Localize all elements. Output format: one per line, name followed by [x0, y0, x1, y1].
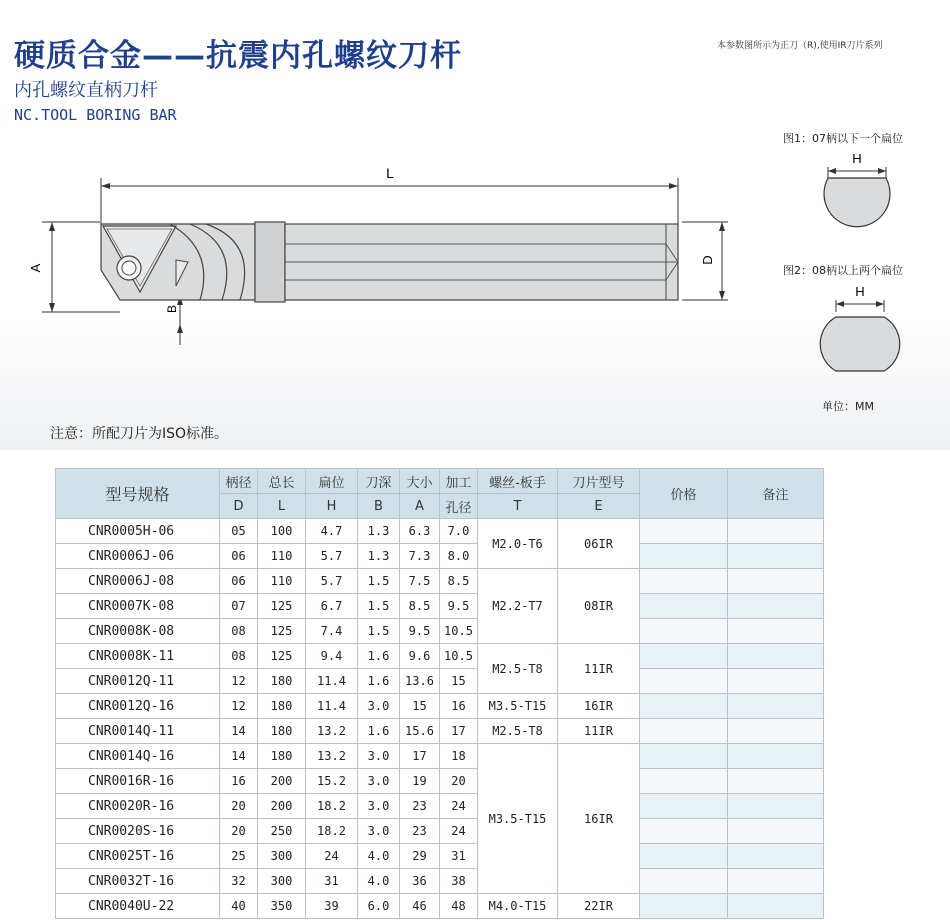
cell-a: 36	[400, 869, 440, 894]
cell-b: 1.3	[358, 519, 400, 544]
spec-table-wrapper	[55, 468, 824, 919]
cell-d: 14	[220, 744, 258, 769]
cell-screw: M3.5-T15	[478, 694, 558, 719]
cell-l: 110	[258, 569, 306, 594]
dim-A-label: A	[28, 263, 43, 273]
cell-model: CNR0008K-11	[56, 644, 220, 669]
cell-insert: 16IR	[558, 694, 640, 719]
cell-remark	[728, 569, 824, 594]
cell-d: 08	[220, 619, 258, 644]
cell-l: 180	[258, 669, 306, 694]
cell-remark	[728, 844, 824, 869]
cell-d: 12	[220, 694, 258, 719]
cell-a: 17	[400, 744, 440, 769]
cell-insert: 06IR	[558, 519, 640, 569]
cell-hole: 15	[440, 669, 478, 694]
cell-price	[640, 694, 728, 719]
cell-remark	[728, 519, 824, 544]
cell-l: 125	[258, 644, 306, 669]
col-e-symbol: E	[558, 494, 640, 519]
cell-b: 6.0	[358, 894, 400, 919]
cell-price	[640, 544, 728, 569]
cell-a: 9.5	[400, 619, 440, 644]
table-row	[56, 669, 824, 694]
table-row	[56, 869, 824, 894]
cell-h: 9.4	[306, 644, 358, 669]
col-remark-header: 备注	[728, 469, 824, 519]
col-e-name: 刀片型号	[558, 469, 640, 494]
cell-hole: 8.0	[440, 544, 478, 569]
cell-b: 1.5	[358, 569, 400, 594]
cell-a: 19	[400, 769, 440, 794]
table-row	[56, 819, 824, 844]
cell-d: 08	[220, 644, 258, 669]
cell-l: 125	[258, 619, 306, 644]
cell-l: 300	[258, 869, 306, 894]
cell-screw: M4.0-T15	[478, 894, 558, 919]
dim-D-label: D	[700, 255, 715, 265]
cell-b: 3.0	[358, 794, 400, 819]
cell-price	[640, 819, 728, 844]
col-h-name: 扁位	[306, 469, 358, 494]
cell-remark	[728, 819, 824, 844]
cell-a: 15.6	[400, 719, 440, 744]
table-row	[56, 694, 824, 719]
col-price-header: 价格	[640, 469, 728, 519]
cell-h: 5.7	[306, 569, 358, 594]
cell-remark	[728, 719, 824, 744]
cell-a: 8.5	[400, 594, 440, 619]
cell-model: CNR0032T-16	[56, 869, 220, 894]
cell-l: 180	[258, 744, 306, 769]
header-row-names	[56, 469, 824, 494]
cell-h: 5.7	[306, 544, 358, 569]
cell-a: 23	[400, 819, 440, 844]
table-row	[56, 719, 824, 744]
cell-h: 13.2	[306, 719, 358, 744]
cell-a: 7.3	[400, 544, 440, 569]
cell-h: 6.7	[306, 594, 358, 619]
cell-model: CNR0040U-22	[56, 894, 220, 919]
cell-h: 31	[306, 869, 358, 894]
col-a-name: 大小	[400, 469, 440, 494]
cell-price	[640, 569, 728, 594]
table-row	[56, 519, 824, 544]
cell-price	[640, 619, 728, 644]
cell-price	[640, 594, 728, 619]
dim-B-label: B	[165, 304, 179, 314]
cell-model: CNR0016R-16	[56, 769, 220, 794]
cell-a: 6.3	[400, 519, 440, 544]
cell-remark	[728, 669, 824, 694]
table-row	[56, 744, 824, 769]
cell-model: CNR0020S-16	[56, 819, 220, 844]
col-b-symbol: B	[358, 494, 400, 519]
cell-l: 180	[258, 694, 306, 719]
cell-l: 300	[258, 844, 306, 869]
cell-model: CNR0012Q-16	[56, 694, 220, 719]
cell-a: 13.6	[400, 669, 440, 694]
cell-model: CNR0006J-08	[56, 569, 220, 594]
cell-d: 32	[220, 869, 258, 894]
spec-table	[55, 468, 824, 919]
page-title: 硬质合金——抗震内孔螺纹刀杆	[14, 38, 462, 74]
unit-label: 单位：MM	[822, 400, 874, 413]
cell-b: 1.6	[358, 644, 400, 669]
table-row	[56, 844, 824, 869]
cell-hole: 10.5	[440, 619, 478, 644]
col-model-header: 型号规格	[56, 469, 220, 519]
cell-model: CNR0014Q-11	[56, 719, 220, 744]
cell-l: 125	[258, 594, 306, 619]
cell-price	[640, 794, 728, 819]
col-d-symbol: D	[220, 494, 258, 519]
cell-a: 23	[400, 794, 440, 819]
table-row	[56, 594, 824, 619]
cell-remark	[728, 794, 824, 819]
cell-hole: 24	[440, 819, 478, 844]
cell-hole: 16	[440, 694, 478, 719]
cell-insert: 11IR	[558, 644, 640, 694]
cell-model: CNR0014Q-16	[56, 744, 220, 769]
cell-a: 9.6	[400, 644, 440, 669]
cell-a: 29	[400, 844, 440, 869]
fig1-h-label: H	[852, 151, 862, 166]
cell-b: 1.5	[358, 619, 400, 644]
cell-insert: 16IR	[558, 744, 640, 894]
cell-h: 39	[306, 894, 358, 919]
cell-a: 46	[400, 894, 440, 919]
cell-hole: 10.5	[440, 644, 478, 669]
cell-h: 11.4	[306, 669, 358, 694]
table-row	[56, 644, 824, 669]
cell-h: 11.4	[306, 694, 358, 719]
insert-notice: 注意：所配刀片为ISO标准。	[50, 426, 229, 442]
cell-b: 1.3	[358, 544, 400, 569]
cell-screw: M2.5-T8	[478, 719, 558, 744]
cell-b: 3.0	[358, 744, 400, 769]
col-hole-symbol: 孔径	[440, 494, 478, 519]
cell-hole: 7.0	[440, 519, 478, 544]
table-row	[56, 619, 824, 644]
cell-b: 4.0	[358, 844, 400, 869]
cell-screw: M2.0-T6	[478, 519, 558, 569]
cell-d: 12	[220, 669, 258, 694]
col-l-symbol: L	[258, 494, 306, 519]
col-a-symbol: A	[400, 494, 440, 519]
cell-d: 16	[220, 769, 258, 794]
cell-insert: 11IR	[558, 719, 640, 744]
cell-l: 350	[258, 894, 306, 919]
cell-b: 1.6	[358, 719, 400, 744]
cell-screw: M3.5-T15	[478, 744, 558, 894]
cell-model: CNR0007K-08	[56, 594, 220, 619]
cell-l: 100	[258, 519, 306, 544]
cell-price	[640, 644, 728, 669]
cell-h: 18.2	[306, 794, 358, 819]
cell-price	[640, 769, 728, 794]
cell-b: 3.0	[358, 769, 400, 794]
cell-h: 24	[306, 844, 358, 869]
cell-hole: 9.5	[440, 594, 478, 619]
cell-b: 4.0	[358, 869, 400, 894]
cell-remark	[728, 644, 824, 669]
cell-remark	[728, 769, 824, 794]
english-title: NC.TOOL BORING BAR	[14, 106, 177, 124]
cell-remark	[728, 894, 824, 919]
cell-b: 3.0	[358, 694, 400, 719]
cell-d: 14	[220, 719, 258, 744]
table-row	[56, 894, 824, 919]
cell-a: 15	[400, 694, 440, 719]
cell-hole: 38	[440, 869, 478, 894]
cell-price	[640, 744, 728, 769]
cell-price	[640, 844, 728, 869]
cell-hole: 24	[440, 794, 478, 819]
cell-l: 250	[258, 819, 306, 844]
cell-b: 1.6	[358, 669, 400, 694]
cell-l: 200	[258, 794, 306, 819]
dim-L-label: L	[386, 165, 394, 181]
table-row	[56, 769, 824, 794]
cell-h: 18.2	[306, 819, 358, 844]
page-subtitle: 内孔螺纹直柄刀杆	[14, 80, 158, 101]
col-t-name: 螺丝-板手	[478, 469, 558, 494]
cell-h: 4.7	[306, 519, 358, 544]
cell-b: 3.0	[358, 819, 400, 844]
cell-model: CNR0020R-16	[56, 794, 220, 819]
top-note: 本参数图所示为正刀（R),使用IR刀片系列	[717, 41, 883, 51]
cell-d: 06	[220, 569, 258, 594]
cell-price	[640, 894, 728, 919]
cell-l: 200	[258, 769, 306, 794]
table-row	[56, 794, 824, 819]
cell-model: CNR0025T-16	[56, 844, 220, 869]
cell-insert: 22IR	[558, 894, 640, 919]
fig2-h-label: H	[855, 284, 865, 299]
col-d-name: 柄径	[220, 469, 258, 494]
col-t-symbol: T	[478, 494, 558, 519]
cell-remark	[728, 869, 824, 894]
cell-h: 13.2	[306, 744, 358, 769]
cell-hole: 48	[440, 894, 478, 919]
cell-d: 06	[220, 544, 258, 569]
cell-model: CNR0006J-06	[56, 544, 220, 569]
col-h-symbol: H	[306, 494, 358, 519]
cell-l: 110	[258, 544, 306, 569]
cell-hole: 20	[440, 769, 478, 794]
cell-l: 180	[258, 719, 306, 744]
cell-model: CNR0008K-08	[56, 619, 220, 644]
cell-h: 15.2	[306, 769, 358, 794]
cell-screw: M2.2-T7	[478, 569, 558, 644]
col-l-name: 总长	[258, 469, 306, 494]
cell-price	[640, 719, 728, 744]
cell-remark	[728, 594, 824, 619]
fig2-caption: 图2：08柄以上两个扁位	[783, 264, 903, 277]
cell-remark	[728, 694, 824, 719]
cell-hole: 17	[440, 719, 478, 744]
cell-hole: 18	[440, 744, 478, 769]
fig1-caption: 图1：07柄以下一个扁位	[783, 132, 903, 145]
cell-d: 40	[220, 894, 258, 919]
cell-d: 25	[220, 844, 258, 869]
cell-b: 1.5	[358, 594, 400, 619]
cell-price	[640, 519, 728, 544]
col-hole-name: 加工	[440, 469, 478, 494]
table-row	[56, 569, 824, 594]
cell-d: 07	[220, 594, 258, 619]
cell-model: CNR0005H-06	[56, 519, 220, 544]
cell-d: 20	[220, 794, 258, 819]
col-b-name: 刀深	[358, 469, 400, 494]
cell-d: 05	[220, 519, 258, 544]
table-row	[56, 544, 824, 569]
cell-hole: 31	[440, 844, 478, 869]
cell-hole: 8.5	[440, 569, 478, 594]
cell-a: 7.5	[400, 569, 440, 594]
cell-insert: 08IR	[558, 569, 640, 644]
cell-model: CNR0012Q-11	[56, 669, 220, 694]
cell-h: 7.4	[306, 619, 358, 644]
cell-price	[640, 669, 728, 694]
cell-remark	[728, 619, 824, 644]
cell-screw: M2.5-T8	[478, 644, 558, 694]
cell-remark	[728, 544, 824, 569]
cell-d: 20	[220, 819, 258, 844]
cell-price	[640, 869, 728, 894]
cell-remark	[728, 744, 824, 769]
